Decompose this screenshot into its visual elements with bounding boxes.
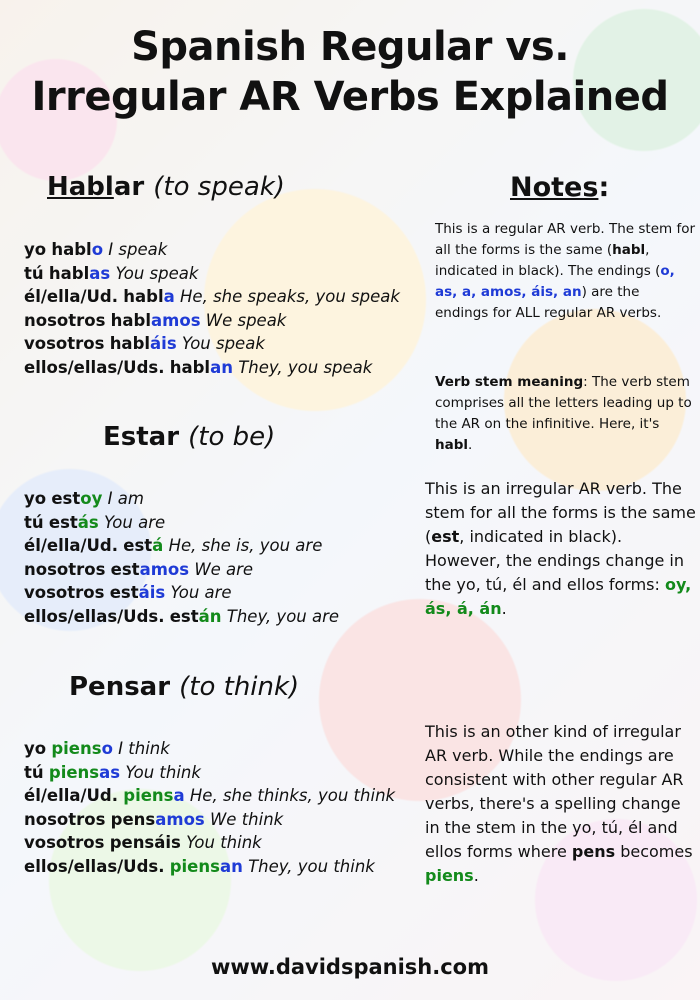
verb-stem: est [51, 489, 81, 508]
notes-heading [510, 172, 609, 203]
pensar-row [24, 831, 395, 855]
pronoun: vosotros [24, 833, 105, 852]
title-line-1: Spanish Regular vs. [131, 24, 569, 70]
hablar-note-stem: habl [612, 242, 646, 258]
verb-stem: est [169, 606, 199, 626]
hablar-note-text-1: This is a regular AR verb. The stem for all the forms is the same ( [435, 221, 696, 258]
pensar-note-text-3: . [473, 866, 479, 885]
website-url: www.davidspanish.com [211, 955, 489, 979]
hablar-row [24, 262, 400, 286]
translation: I speak [108, 240, 168, 259]
verb-ending: as [89, 263, 111, 283]
pensar-note-to: piens [425, 866, 474, 885]
pronoun: tú [24, 512, 44, 532]
pronoun: nosotros [24, 809, 106, 829]
translation: He, she thinks, you think [189, 786, 396, 805]
pensar-row [24, 808, 395, 832]
translation: You think [125, 762, 201, 782]
hablar-note-text-3: ) are the endings for ALL regular AR verbs. [435, 284, 662, 321]
stem-meaning-note [435, 372, 697, 456]
estar-heading [103, 422, 275, 452]
pensar-row [24, 761, 395, 785]
verb-ending: an [210, 357, 233, 377]
verb-stem: habl [109, 334, 151, 353]
verb-ending: an [219, 856, 243, 876]
hablar-row [24, 285, 400, 309]
estar-note [425, 477, 697, 621]
estar-row [24, 534, 339, 558]
verb-stem: habl [110, 310, 152, 330]
pronoun: vosotros [24, 334, 105, 353]
verb-ending: a [173, 786, 185, 805]
pronoun: yo [24, 240, 47, 259]
estar-note-text-2: , indicated in black). However, the endings change in the yo, tú, él and ellos forms: [425, 527, 685, 594]
verb-stem: pens [110, 809, 156, 829]
verb-stem: est [123, 536, 153, 555]
stem-note-label: Verb stem meaning [435, 374, 584, 390]
verb-ending: amos [155, 809, 205, 829]
estar-heading-gloss: (to be) [188, 422, 276, 452]
estar-note-stem: est [431, 527, 460, 546]
verb-ending: á [152, 536, 164, 555]
hablar-heading-stem: Habl [47, 172, 114, 202]
stem-note-stem: habl [435, 437, 469, 453]
verb-stem: habl [123, 287, 164, 306]
estar-note-text-1: This is an irregular AR verb. The stem for all the forms is the same ( [425, 479, 696, 546]
estar-note-endings: oy, ás, á, án [425, 575, 692, 618]
estar-row [24, 605, 339, 629]
pensar-heading-gloss: (to think) [179, 672, 300, 702]
pensar-heading [69, 672, 299, 702]
estar-row [24, 487, 339, 511]
pronoun: yo [24, 739, 47, 758]
verb-stem: habl [169, 357, 211, 377]
verb-stem: pensáis [109, 833, 181, 852]
pronoun: ellos/ellas/Uds. [24, 357, 165, 377]
pensar-row [24, 855, 395, 879]
estar-row [24, 511, 339, 535]
estar-row [24, 581, 339, 605]
hablar-row [24, 356, 400, 380]
estar-heading-verb: Estar [103, 422, 180, 452]
hablar-note-endings: o, as, a, amos, áis, an [435, 263, 675, 300]
translation: We speak [205, 310, 287, 330]
translation: You think [186, 833, 262, 852]
hablar-heading-gloss: (to speak) [153, 172, 285, 202]
hablar-row [24, 309, 400, 333]
page-title [0, 22, 700, 122]
verb-ending: as [99, 762, 121, 782]
stem-note-text-1: : The verb stem comprises all the letters leading up to the AR on the infinitive. Here, it's [435, 374, 692, 432]
title-line-2: Irregular AR Verbs Explained [31, 74, 669, 120]
translation: They, you speak [238, 357, 373, 377]
pronoun: él/ella/Ud. [24, 786, 119, 805]
hablar-conjugation [24, 238, 400, 379]
pensar-heading-verb: Pensar [69, 672, 171, 702]
translation: They, you are [226, 606, 340, 626]
verb-ending: áis [138, 583, 166, 602]
verb-ending: o [91, 240, 104, 259]
verb-stem: est [110, 559, 140, 579]
pronoun: ellos/ellas/Uds. [24, 606, 165, 626]
translation: He, she is, you are [168, 536, 323, 555]
translation: I am [107, 489, 144, 508]
notes-heading-text: Notes [510, 172, 599, 203]
verb-ending: oy [80, 489, 103, 508]
hablar-row [24, 332, 400, 356]
estar-row [24, 558, 339, 582]
pronoun: vosotros [24, 583, 105, 602]
hablar-heading-ending: ar [113, 172, 145, 202]
verb-stem: piens [48, 762, 100, 782]
pensar-row [24, 737, 395, 761]
estar-conjugation [24, 487, 339, 628]
verb-stem: est [109, 583, 139, 602]
pronoun: tú [24, 762, 44, 782]
translation: We think [209, 809, 284, 829]
hablar-note-text-2: , indicated in black). The endings ( [435, 242, 661, 279]
pronoun: él/ella/Ud. [24, 287, 119, 306]
pensar-note [425, 720, 697, 888]
verb-ending: án [198, 606, 222, 626]
estar-note-text-3: . [501, 599, 507, 618]
translation: We are [194, 559, 254, 579]
verb-ending: a [163, 287, 175, 306]
hablar-heading [47, 172, 285, 202]
pensar-conjugation [24, 737, 395, 878]
notes-heading-colon: : [598, 172, 610, 203]
translation: You are [170, 583, 232, 602]
translation: I think [118, 739, 170, 758]
verb-stem: piens [51, 739, 102, 758]
hablar-note [435, 219, 697, 324]
pensar-note-text-1: This is an other kind of irregular AR verb. While the endings are consistent with other regular AR verbs, there's a spelling change in the stem in the yo, tú, él and ellos forms where [425, 722, 684, 861]
hablar-row [24, 238, 400, 262]
pronoun: nosotros [24, 559, 106, 579]
verb-ending: áis [150, 334, 177, 353]
translation: You speak [181, 334, 265, 353]
translation: You speak [115, 263, 199, 283]
verb-ending: ás [77, 512, 99, 532]
verb-ending: o [101, 739, 113, 758]
pronoun: nosotros [24, 310, 106, 330]
translation: You are [104, 512, 166, 532]
verb-stem: habl [48, 263, 90, 283]
pensar-row [24, 784, 395, 808]
pensar-note-text-2: becomes [615, 842, 693, 861]
pensar-note-from: pens [571, 842, 616, 861]
verb-stem: piens [123, 786, 174, 805]
verb-ending: amos [151, 310, 201, 330]
verb-ending: amos [139, 559, 190, 579]
verb-stem: est [48, 512, 78, 532]
stem-note-text-2: . [468, 437, 473, 453]
verb-stem: piens [169, 856, 220, 876]
pronoun: tú [24, 263, 44, 283]
pronoun: yo [24, 489, 47, 508]
verb-stem: habl [51, 240, 92, 259]
pronoun: ellos/ellas/Uds. [24, 856, 165, 876]
pronoun: él/ella/Ud. [24, 536, 119, 555]
translation: He, she speaks, you speak [180, 287, 400, 306]
translation: They, you think [248, 856, 375, 876]
